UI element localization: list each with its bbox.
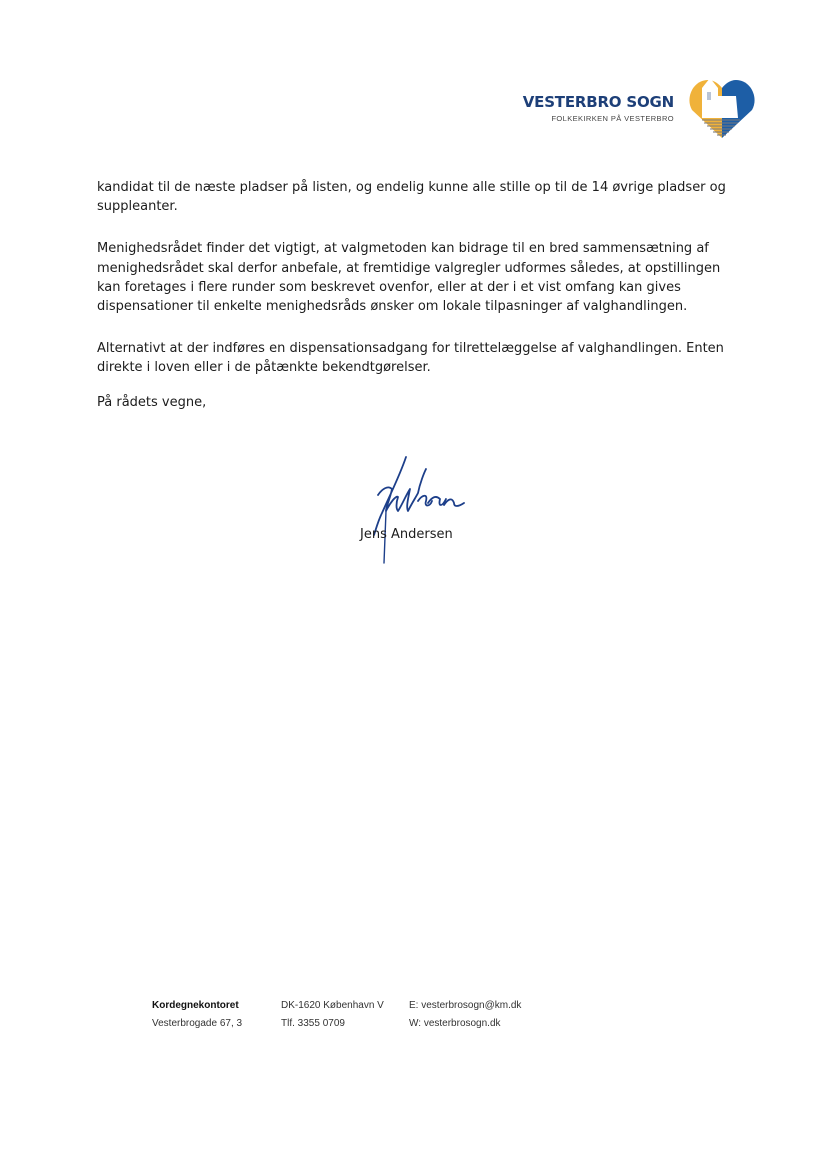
footer-city: DK-1620 København V — [281, 1000, 384, 1011]
footer-street: Vesterbrogade 67, 3 — [152, 1018, 243, 1029]
paragraph: kandidat til de næste pladser på listen, og endelig kunne alle stille op til de 14 øvrige pladser og suppleanter. — [97, 180, 726, 215]
signatory-name: Jens Andersen — [360, 527, 453, 542]
footer-office: Kordegnekontoret — [152, 1000, 239, 1011]
sign-off: På rådets vegne, — [97, 395, 207, 410]
logo-subtitle: FOLKEKIRKEN PÅ VESTERBRO — [551, 114, 674, 123]
handwritten-signature — [360, 455, 480, 565]
footer-email[interactable]: E: vesterbrosogn@km.dk — [409, 1000, 522, 1011]
footer-online — [409, 997, 521, 1033]
logo-wordmark — [523, 92, 674, 123]
logo-title: VESTERBRO SOGN — [522, 93, 674, 111]
letter-body — [97, 178, 727, 401]
footer-phone: Tlf. 3355 0709 — [281, 1018, 345, 1029]
paragraph: Menighedsrådet finder det vigtigt, at valgmetoden kan bidrage til en bred sammensætning af menighedsrådet skal derfor anbefale, at fremtidige valgregler udformes således, at opstillingen kan foretages i flere runder som beskrevet ovenfor, eller at der i et vist omfang kan gives dispensationer til enkelte menighedsråds ønsker om lokale tilpasninger af valghandlingen. — [97, 241, 721, 315]
footer-address — [152, 997, 242, 1033]
church-heart-logo-icon — [688, 74, 756, 140]
paragraph: Alternativt at der indføres en dispensationsadgang for tilrettelæggelse af valghandlingen. Enten direkte i loven eller i de påtænkte bekendtgørelser. — [97, 341, 724, 376]
footer-contact — [281, 997, 384, 1033]
footer-web[interactable]: W: vesterbrosogn.dk — [409, 1018, 501, 1029]
